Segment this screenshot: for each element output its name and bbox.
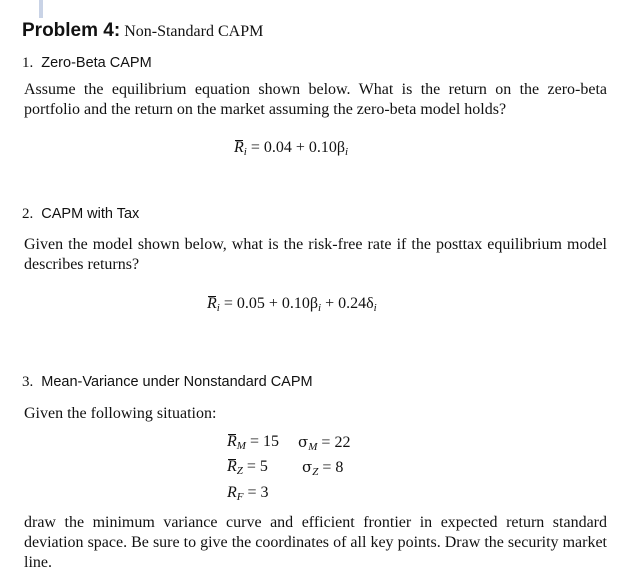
given-rz-var: R [227,458,237,475]
section-2-label: CAPM with Tax [41,206,140,222]
problem-label: Problem 4: [22,20,121,41]
section-3-number: 3. [22,374,34,390]
given-rm-val: = 15 [249,433,279,450]
problem-subtitle: Non-Standard CAPM [124,23,264,40]
section-3-heading [22,374,313,391]
given-rf-var: R [227,484,237,501]
section-1-question: Assume the equilibrium equation shown below. What is the return on the zero-beta portfolio and the return on the market assuming the zero-beta model holds? [24,81,607,118]
given-rf-sub: F [236,491,244,503]
given-rf-val: = 3 [247,484,269,501]
eq2-rhs-b-sub: i [373,302,377,314]
eq1-rhs: = 0.04 + 0.10β [250,139,346,156]
section-1-number: 1. [22,55,34,71]
given-rm [227,433,279,452]
section-3-intro: Given the following situation: [24,405,217,422]
given-sm-val: = 22 [321,434,351,451]
given-sz-var: σ [302,458,313,476]
section-1-label: Zero-Beta CAPM [41,55,152,71]
given-sz [302,458,343,478]
given-sz-val: = 8 [322,459,344,476]
given-sm-var: σ [298,433,309,451]
given-sm-sub: M [308,441,318,453]
given-rz [227,458,268,477]
eq2-rhs-a: = 0.05 + 0.10β [223,295,319,312]
given-sm [298,433,350,453]
problem-title [22,20,263,42]
eq1-lhs-sub: i [243,146,247,158]
section-3-label: Mean-Variance under Nonstandard CAPM [41,374,313,390]
eq2-rhs-a-sub: i [318,302,322,314]
eq1-rhs-sub: i [345,146,349,158]
given-rm-sub: M [236,440,246,452]
eq2-lhs: R [207,295,217,312]
eq2-lhs-sub: i [216,302,220,314]
section-2-heading [22,206,139,223]
section-3-givens [227,433,387,508]
eq2-rhs-b: + 0.24δ [325,295,374,312]
given-rf [227,484,269,503]
page-edge-marker [39,0,43,18]
given-sz-sub: Z [312,466,319,478]
given-rz-val: = 5 [246,458,268,475]
eq1-lhs: R [234,139,244,156]
section-2-question: Given the model shown below, what is the risk-free rate if the posttax equilibrium model describes returns? [24,236,607,273]
section-3-task: draw the minimum variance curve and efficient frontier in expected return standard deviation space. Be sure to give the coordinates of all key points. Draw the security market line. [24,514,607,571]
given-rm-var: R [227,433,237,450]
section-2-equation [207,295,377,314]
section-1-equation [234,139,348,158]
section-1-heading [22,55,152,72]
section-2-number: 2. [22,206,34,222]
given-rz-sub: Z [236,465,243,477]
